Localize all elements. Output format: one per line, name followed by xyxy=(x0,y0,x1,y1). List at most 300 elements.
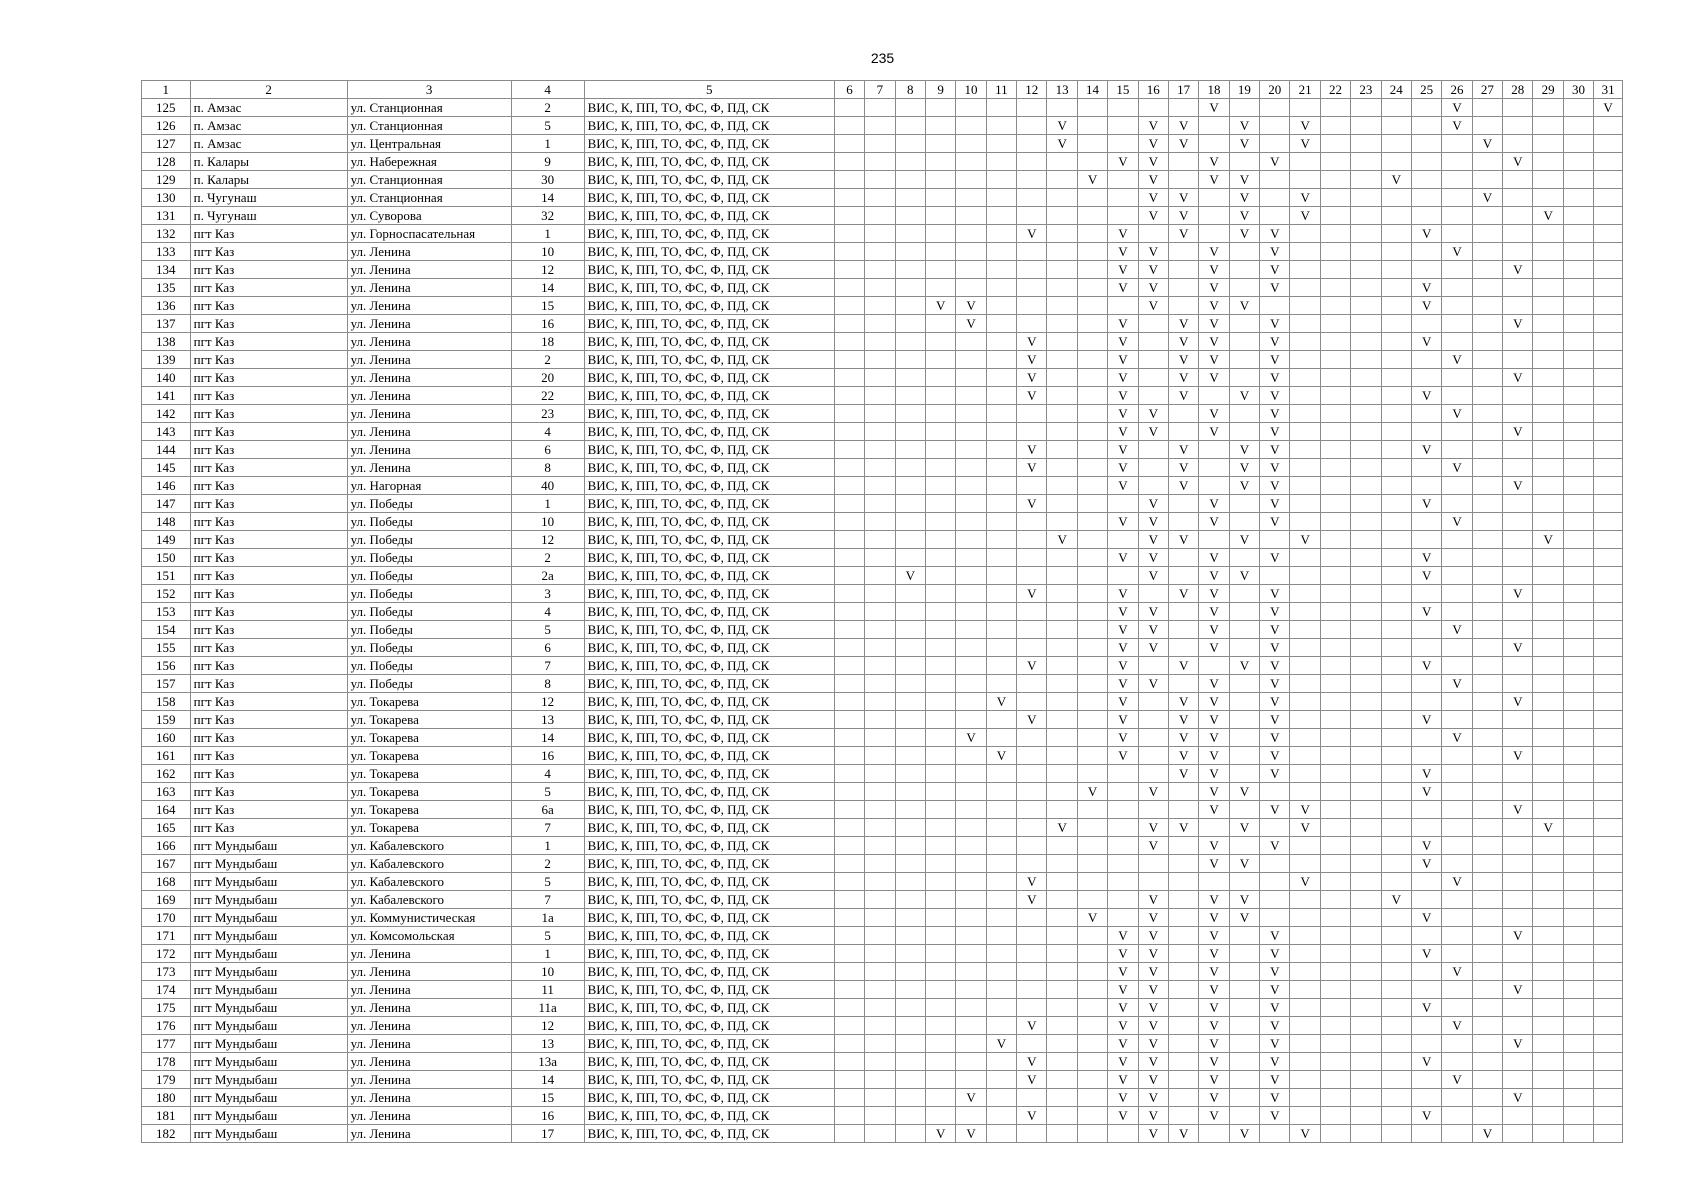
house-cell: 1 xyxy=(511,837,584,855)
day-cell-17 xyxy=(1168,423,1198,441)
day-cell-30 xyxy=(1563,1053,1593,1071)
day-cell-7 xyxy=(865,513,895,531)
day-cell-22 xyxy=(1320,495,1350,513)
day-cell-14 xyxy=(1077,333,1107,351)
check-mark: V xyxy=(1178,117,1189,133)
day-cell-16 xyxy=(1138,891,1168,909)
day-cell-9 xyxy=(925,909,955,927)
street-cell: ул. Победы xyxy=(347,675,511,693)
day-cell-10 xyxy=(956,495,986,513)
street-cell: ул. Ленина xyxy=(347,1071,511,1089)
day-cell-16 xyxy=(1138,639,1168,657)
day-cell-28 xyxy=(1503,1053,1533,1071)
day-cell-29 xyxy=(1533,855,1563,873)
day-cell-14 xyxy=(1077,855,1107,873)
street-cell: ул. Победы xyxy=(347,531,511,549)
day-cell-17 xyxy=(1168,1089,1198,1107)
day-cell-27 xyxy=(1472,135,1502,153)
row-number: 156 xyxy=(142,657,191,675)
day-cell-28 xyxy=(1503,153,1533,171)
day-cell-27 xyxy=(1472,603,1502,621)
check-mark: V xyxy=(1148,603,1158,619)
locality-cell: п. Амзас xyxy=(190,117,347,135)
row-number: 165 xyxy=(142,819,191,837)
day-cell-10 xyxy=(956,117,986,135)
day-cell-20 xyxy=(1260,1107,1290,1125)
day-cell-17 xyxy=(1168,927,1198,945)
day-cell-8 xyxy=(895,801,925,819)
day-cell-19 xyxy=(1229,243,1259,261)
check-mark: V xyxy=(1209,729,1219,745)
day-cell-12 xyxy=(1017,477,1047,495)
day-cell-12 xyxy=(1017,1089,1047,1107)
day-cell-18 xyxy=(1199,873,1229,891)
column-header-10: 10 xyxy=(956,81,986,99)
day-cell-9 xyxy=(925,585,955,603)
house-cell: 4 xyxy=(511,765,584,783)
day-cell-20 xyxy=(1260,279,1290,297)
day-cell-14 xyxy=(1077,747,1107,765)
street-cell: ул. Ленина xyxy=(347,297,511,315)
day-cell-11 xyxy=(986,117,1016,135)
row-number: 149 xyxy=(142,531,191,549)
row-number: 148 xyxy=(142,513,191,531)
day-cell-26 xyxy=(1442,801,1472,819)
works-cell: ВИС, К, ПП, ТО, ФС, Ф, ПД, СК xyxy=(584,387,834,405)
check-mark: V xyxy=(1421,603,1432,619)
day-cell-21 xyxy=(1290,891,1320,909)
check-mark: V xyxy=(1178,1125,1189,1141)
day-cell-8 xyxy=(895,99,925,117)
column-header-6: 6 xyxy=(834,81,864,99)
check-mark: V xyxy=(1421,279,1432,295)
check-mark: V xyxy=(1270,549,1280,565)
day-cell-23 xyxy=(1351,1107,1381,1125)
check-mark: V xyxy=(1118,639,1128,655)
day-cell-19 xyxy=(1229,99,1259,117)
day-cell-12 xyxy=(1017,387,1047,405)
day-cell-31 xyxy=(1594,477,1623,495)
day-cell-27 xyxy=(1472,639,1502,657)
day-cell-29 xyxy=(1533,927,1563,945)
day-cell-15 xyxy=(1108,495,1138,513)
day-cell-8 xyxy=(895,909,925,927)
day-cell-28 xyxy=(1503,261,1533,279)
day-cell-19 xyxy=(1229,801,1259,819)
day-cell-13 xyxy=(1047,513,1077,531)
table-row xyxy=(142,351,1623,369)
day-cell-8 xyxy=(895,837,925,855)
check-mark: V xyxy=(1270,351,1280,367)
day-cell-15 xyxy=(1108,153,1138,171)
row-number: 142 xyxy=(142,405,191,423)
day-cell-18 xyxy=(1199,99,1229,117)
check-mark: V xyxy=(1452,117,1462,133)
day-cell-25 xyxy=(1411,99,1441,117)
day-cell-30 xyxy=(1563,477,1593,495)
day-cell-22 xyxy=(1320,153,1350,171)
day-cell-25 xyxy=(1411,405,1441,423)
day-cell-12 xyxy=(1017,99,1047,117)
check-mark: V xyxy=(1270,315,1280,331)
check-mark: V xyxy=(1270,729,1280,745)
table-row xyxy=(142,459,1623,477)
table-row xyxy=(142,693,1623,711)
day-cell-19 xyxy=(1229,207,1259,225)
day-cell-12 xyxy=(1017,243,1047,261)
day-cell-26 xyxy=(1442,567,1472,585)
day-cell-26 xyxy=(1442,477,1472,495)
day-cell-30 xyxy=(1563,117,1593,135)
day-cell-9 xyxy=(925,369,955,387)
day-cell-16 xyxy=(1138,999,1168,1017)
check-mark: V xyxy=(1270,747,1280,763)
day-cell-15 xyxy=(1108,1053,1138,1071)
day-cell-18 xyxy=(1199,711,1229,729)
day-cell-14 xyxy=(1077,225,1107,243)
column-header-24: 24 xyxy=(1381,81,1411,99)
day-cell-10 xyxy=(956,333,986,351)
works-cell: ВИС, К, ПП, ТО, ФС, Ф, ПД, СК xyxy=(584,963,834,981)
house-cell: 12 xyxy=(511,693,584,711)
day-cell-24 xyxy=(1381,945,1411,963)
day-cell-12 xyxy=(1017,531,1047,549)
works-cell: ВИС, К, ПП, ТО, ФС, Ф, ПД, СК xyxy=(584,981,834,999)
day-cell-20 xyxy=(1260,225,1290,243)
day-cell-25 xyxy=(1411,189,1441,207)
day-cell-12 xyxy=(1017,1017,1047,1035)
day-cell-15 xyxy=(1108,783,1138,801)
day-cell-22 xyxy=(1320,369,1350,387)
day-cell-9 xyxy=(925,279,955,297)
day-cell-26 xyxy=(1442,531,1472,549)
day-cell-31 xyxy=(1594,513,1623,531)
check-mark: V xyxy=(1270,693,1280,709)
works-cell: ВИС, К, ПП, ТО, ФС, Ф, ПД, СК xyxy=(584,819,834,837)
day-cell-17 xyxy=(1168,495,1198,513)
day-cell-14 xyxy=(1077,351,1107,369)
day-cell-15 xyxy=(1108,891,1138,909)
day-cell-18 xyxy=(1199,405,1229,423)
day-cell-6 xyxy=(834,873,864,891)
check-mark: V xyxy=(1057,531,1067,547)
day-cell-24 xyxy=(1381,891,1411,909)
day-cell-30 xyxy=(1563,657,1593,675)
day-cell-12 xyxy=(1017,837,1047,855)
day-cell-11 xyxy=(986,963,1016,981)
day-cell-8 xyxy=(895,117,925,135)
day-cell-13 xyxy=(1047,909,1077,927)
day-cell-10 xyxy=(956,531,986,549)
day-cell-14 xyxy=(1077,153,1107,171)
day-cell-17 xyxy=(1168,1017,1198,1035)
day-cell-20 xyxy=(1260,603,1290,621)
day-cell-25 xyxy=(1411,243,1441,261)
day-cell-18 xyxy=(1199,513,1229,531)
check-mark: V xyxy=(1057,819,1067,835)
day-cell-15 xyxy=(1108,1107,1138,1125)
day-cell-8 xyxy=(895,531,925,549)
street-cell: ул. Горноспасательная xyxy=(347,225,511,243)
day-cell-30 xyxy=(1563,801,1593,819)
day-cell-19 xyxy=(1229,315,1259,333)
day-cell-17 xyxy=(1168,1107,1198,1125)
day-cell-15 xyxy=(1108,711,1138,729)
table-row xyxy=(142,945,1623,963)
day-cell-19 xyxy=(1229,675,1259,693)
day-cell-20 xyxy=(1260,693,1290,711)
day-cell-10 xyxy=(956,225,986,243)
day-cell-24 xyxy=(1381,369,1411,387)
day-cell-27 xyxy=(1472,585,1502,603)
day-cell-30 xyxy=(1563,909,1593,927)
day-cell-6 xyxy=(834,963,864,981)
day-cell-28 xyxy=(1503,981,1533,999)
day-cell-27 xyxy=(1472,1035,1502,1053)
check-mark: V xyxy=(1482,189,1493,205)
day-cell-18 xyxy=(1199,693,1229,711)
day-cell-29 xyxy=(1533,171,1563,189)
row-number: 174 xyxy=(142,981,191,999)
day-cell-16 xyxy=(1138,171,1168,189)
row-number: 157 xyxy=(142,675,191,693)
day-cell-18 xyxy=(1199,891,1229,909)
day-cell-15 xyxy=(1108,369,1138,387)
day-cell-21 xyxy=(1290,693,1320,711)
day-cell-22 xyxy=(1320,963,1350,981)
row-number: 152 xyxy=(142,585,191,603)
day-cell-24 xyxy=(1381,261,1411,279)
check-mark: V xyxy=(1239,207,1250,223)
check-mark: V xyxy=(1239,657,1250,673)
day-cell-18 xyxy=(1199,387,1229,405)
day-cell-10 xyxy=(956,387,986,405)
check-mark: V xyxy=(1178,531,1189,547)
day-cell-23 xyxy=(1351,99,1381,117)
day-cell-12 xyxy=(1017,693,1047,711)
day-cell-8 xyxy=(895,459,925,477)
day-cell-25 xyxy=(1411,513,1441,531)
street-cell: ул. Кабалевского xyxy=(347,837,511,855)
day-cell-17 xyxy=(1168,99,1198,117)
day-cell-6 xyxy=(834,1125,864,1143)
day-cell-9 xyxy=(925,729,955,747)
day-cell-25 xyxy=(1411,855,1441,873)
day-cell-13 xyxy=(1047,549,1077,567)
day-cell-29 xyxy=(1533,639,1563,657)
day-cell-14 xyxy=(1077,603,1107,621)
house-cell: 14 xyxy=(511,729,584,747)
column-header-1: 1 xyxy=(142,81,191,99)
day-cell-12 xyxy=(1017,981,1047,999)
check-mark: V xyxy=(1148,1107,1158,1123)
day-cell-6 xyxy=(834,135,864,153)
day-cell-12 xyxy=(1017,333,1047,351)
check-mark: V xyxy=(1239,117,1250,133)
day-cell-7 xyxy=(865,819,895,837)
table-body xyxy=(142,99,1623,1143)
check-mark: V xyxy=(1027,495,1037,511)
day-cell-25 xyxy=(1411,315,1441,333)
day-cell-7 xyxy=(865,405,895,423)
table-row xyxy=(142,153,1623,171)
day-cell-24 xyxy=(1381,603,1411,621)
day-cell-24 xyxy=(1381,747,1411,765)
day-cell-29 xyxy=(1533,261,1563,279)
day-cell-24 xyxy=(1381,981,1411,999)
day-cell-22 xyxy=(1320,909,1350,927)
day-cell-23 xyxy=(1351,693,1381,711)
check-mark: V xyxy=(1452,459,1462,475)
day-cell-13 xyxy=(1047,1017,1077,1035)
day-cell-20 xyxy=(1260,243,1290,261)
day-cell-21 xyxy=(1290,459,1320,477)
day-cell-24 xyxy=(1381,441,1411,459)
day-cell-31 xyxy=(1594,945,1623,963)
table-row xyxy=(142,531,1623,549)
day-cell-22 xyxy=(1320,1107,1350,1125)
table-row xyxy=(142,909,1623,927)
works-cell: ВИС, К, ПП, ТО, ФС, Ф, ПД, СК xyxy=(584,405,834,423)
works-cell: ВИС, К, ПП, ТО, ФС, Ф, ПД, СК xyxy=(584,1053,834,1071)
day-cell-13 xyxy=(1047,531,1077,549)
day-cell-17 xyxy=(1168,441,1198,459)
day-cell-8 xyxy=(895,567,925,585)
day-cell-25 xyxy=(1411,1125,1441,1143)
day-cell-16 xyxy=(1138,207,1168,225)
day-cell-15 xyxy=(1108,477,1138,495)
row-number: 175 xyxy=(142,999,191,1017)
day-cell-18 xyxy=(1199,297,1229,315)
works-cell: ВИС, К, ПП, ТО, ФС, Ф, ПД, СК xyxy=(584,477,834,495)
day-cell-31 xyxy=(1594,99,1623,117)
house-cell: 10 xyxy=(511,243,584,261)
check-mark: V xyxy=(1513,1035,1523,1051)
day-cell-14 xyxy=(1077,801,1107,819)
locality-cell: пгт Каз xyxy=(190,477,347,495)
day-cell-21 xyxy=(1290,963,1320,981)
day-cell-24 xyxy=(1381,963,1411,981)
check-mark: V xyxy=(1452,1017,1462,1033)
day-cell-29 xyxy=(1533,945,1563,963)
day-cell-8 xyxy=(895,171,925,189)
check-mark: V xyxy=(935,1125,946,1141)
day-cell-13 xyxy=(1047,567,1077,585)
day-cell-27 xyxy=(1472,855,1502,873)
day-cell-16 xyxy=(1138,1017,1168,1035)
check-mark: V xyxy=(1148,405,1158,421)
day-cell-9 xyxy=(925,963,955,981)
check-mark: V xyxy=(1178,585,1189,601)
check-mark: V xyxy=(1209,1071,1219,1087)
day-cell-23 xyxy=(1351,711,1381,729)
table-row xyxy=(142,927,1623,945)
day-cell-13 xyxy=(1047,855,1077,873)
works-cell: ВИС, К, ПП, ТО, ФС, Ф, ПД, СК xyxy=(584,423,834,441)
house-cell: 14 xyxy=(511,279,584,297)
row-number: 176 xyxy=(142,1017,191,1035)
day-cell-29 xyxy=(1533,423,1563,441)
street-cell: ул. Токарева xyxy=(347,819,511,837)
day-cell-24 xyxy=(1381,315,1411,333)
day-cell-31 xyxy=(1594,837,1623,855)
works-cell: ВИС, К, ПП, ТО, ФС, Ф, ПД, СК xyxy=(584,567,834,585)
check-mark: V xyxy=(1270,459,1280,475)
check-mark: V xyxy=(1239,297,1250,313)
day-cell-23 xyxy=(1351,1053,1381,1071)
day-cell-27 xyxy=(1472,369,1502,387)
day-cell-17 xyxy=(1168,711,1198,729)
day-cell-23 xyxy=(1351,927,1381,945)
check-mark: V xyxy=(1209,315,1219,331)
day-cell-27 xyxy=(1472,567,1502,585)
row-number: 178 xyxy=(142,1053,191,1071)
day-cell-25 xyxy=(1411,1035,1441,1053)
check-mark: V xyxy=(1087,909,1098,925)
day-cell-21 xyxy=(1290,945,1320,963)
day-cell-17 xyxy=(1168,981,1198,999)
day-cell-23 xyxy=(1351,567,1381,585)
day-cell-11 xyxy=(986,909,1016,927)
check-mark: V xyxy=(1118,1035,1128,1051)
table-row xyxy=(142,225,1623,243)
column-header-2: 2 xyxy=(190,81,347,99)
day-cell-6 xyxy=(834,819,864,837)
day-cell-17 xyxy=(1168,855,1198,873)
locality-cell: пгт Каз xyxy=(190,495,347,513)
day-cell-23 xyxy=(1351,945,1381,963)
day-cell-27 xyxy=(1472,477,1502,495)
day-cell-8 xyxy=(895,1107,925,1125)
day-cell-9 xyxy=(925,1071,955,1089)
day-cell-23 xyxy=(1351,405,1381,423)
day-cell-22 xyxy=(1320,999,1350,1017)
day-cell-28 xyxy=(1503,189,1533,207)
street-cell: ул. Токарева xyxy=(347,801,511,819)
day-cell-21 xyxy=(1290,639,1320,657)
house-cell: 2 xyxy=(511,549,584,567)
day-cell-6 xyxy=(834,1035,864,1053)
street-cell: ул. Токарева xyxy=(347,693,511,711)
day-cell-12 xyxy=(1017,549,1047,567)
street-cell: ул. Кабалевского xyxy=(347,873,511,891)
day-cell-27 xyxy=(1472,1089,1502,1107)
column-header-31: 31 xyxy=(1594,81,1623,99)
locality-cell: пгт Мундыбаш xyxy=(190,963,347,981)
day-cell-12 xyxy=(1017,729,1047,747)
day-cell-11 xyxy=(986,1107,1016,1125)
check-mark: V xyxy=(1391,891,1401,907)
day-cell-16 xyxy=(1138,99,1168,117)
day-cell-12 xyxy=(1017,423,1047,441)
day-cell-8 xyxy=(895,891,925,909)
works-cell: ВИС, К, ПП, ТО, ФС, Ф, ПД, СК xyxy=(584,1035,834,1053)
house-cell: 30 xyxy=(511,171,584,189)
street-cell: ул. Победы xyxy=(347,639,511,657)
day-cell-12 xyxy=(1017,207,1047,225)
locality-cell: п. Калары xyxy=(190,171,347,189)
day-cell-18 xyxy=(1199,1053,1229,1071)
table-row xyxy=(142,621,1623,639)
check-mark: V xyxy=(1421,855,1432,871)
day-cell-8 xyxy=(895,1053,925,1071)
street-cell: ул. Ленина xyxy=(347,1035,511,1053)
day-cell-6 xyxy=(834,1017,864,1035)
day-cell-26 xyxy=(1442,873,1472,891)
day-cell-30 xyxy=(1563,999,1593,1017)
check-mark: V xyxy=(1178,189,1189,205)
day-cell-21 xyxy=(1290,135,1320,153)
